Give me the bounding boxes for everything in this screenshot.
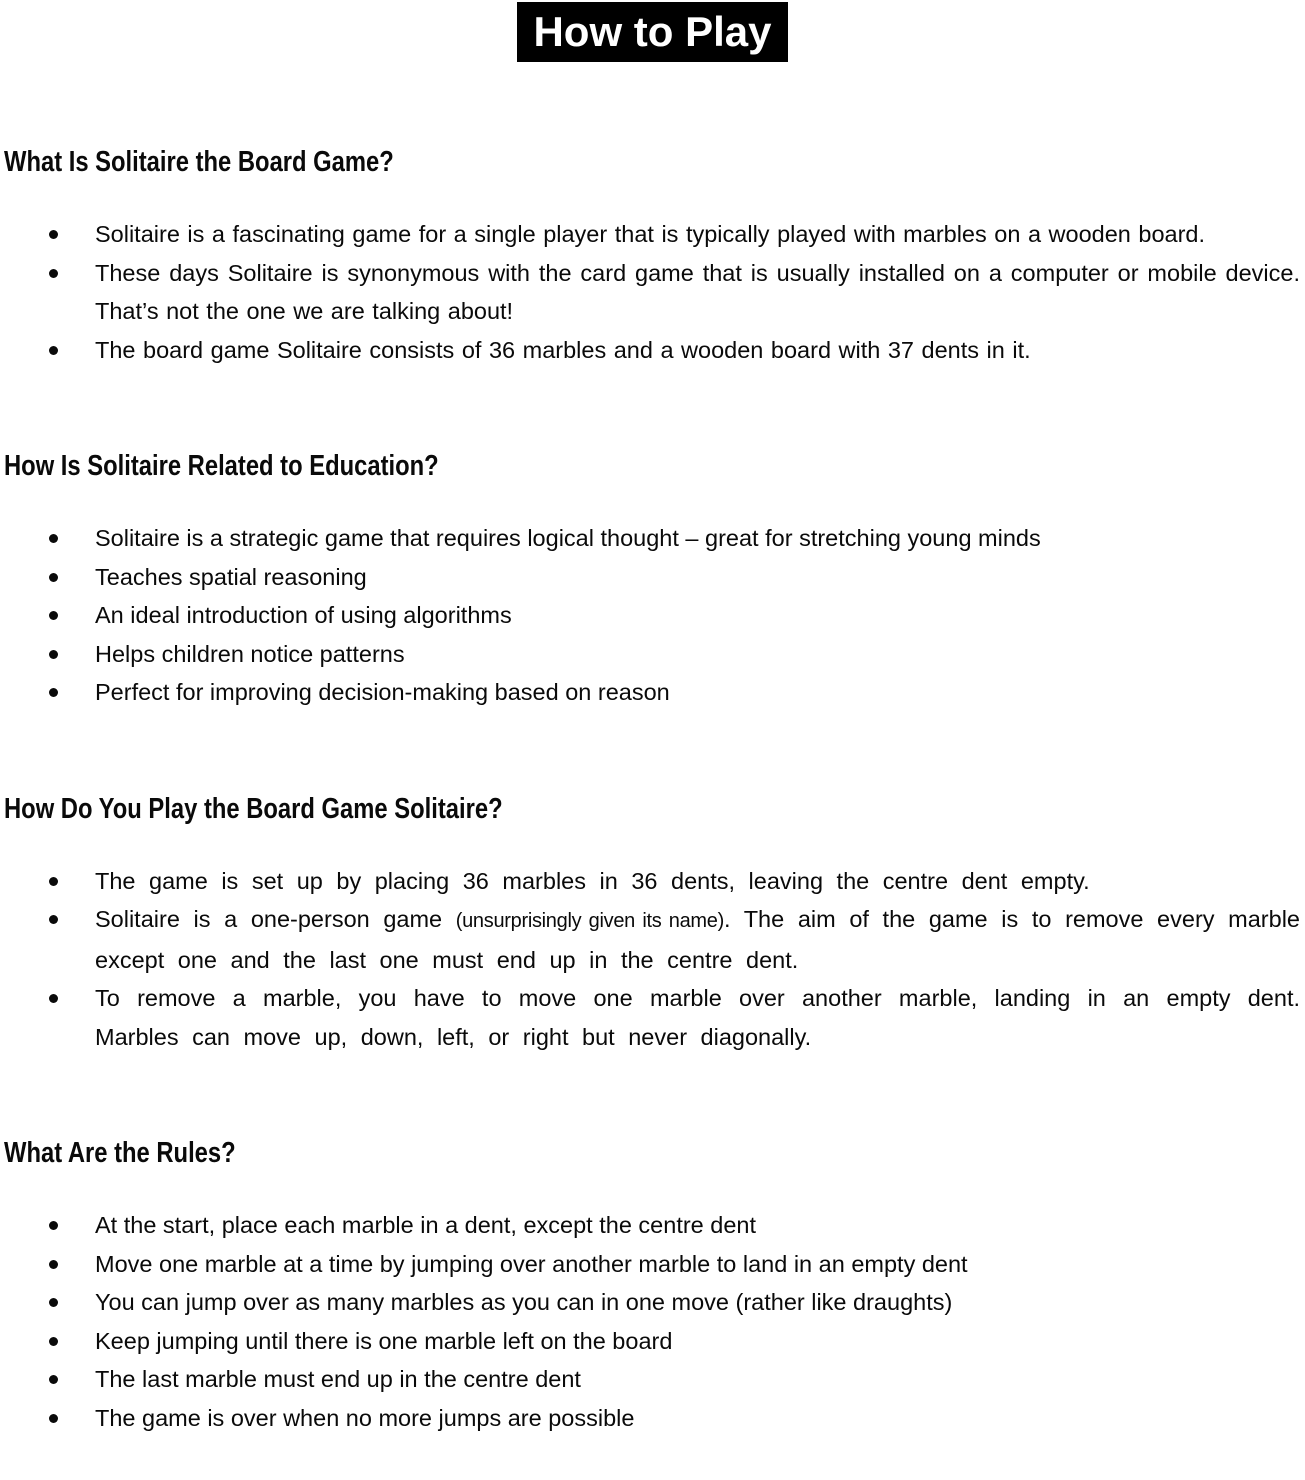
bullet-icon [49, 573, 58, 582]
bullet-icon [49, 230, 58, 239]
bullet-list-rules [0, 1206, 1305, 1437]
bullet-icon [49, 877, 58, 886]
list-item-text: . The aim of the game is to remove every marble except one and the last one must end up in the centre dent. [95, 906, 1300, 973]
list-item-text: The board game Solitaire consists of 36 marbles and a wooden board with 37 dents in it. [95, 336, 1031, 363]
section-heading-how-to-play: How Do You Play the Board Game Solitaire? [4, 792, 503, 825]
section-heading-education: How Is Solitaire Related to Education? [4, 450, 439, 482]
list-item-text: Keep jumping until there is one marble left on the board [95, 1327, 673, 1354]
list-item [0, 673, 1305, 712]
title-banner [0, 0, 1305, 62]
list-item-text: Solitaire is a fascinating game for a single player that is typically played with marbles on a wooden board. [95, 221, 1206, 247]
list-item-text: At the start, place each marble in a dent, except the centre dent [95, 1212, 757, 1238]
list-item-text: Teaches spatial reasoning [95, 563, 367, 590]
list-item [0, 558, 1305, 597]
list-item [0, 900, 1305, 979]
bullet-icon [49, 534, 58, 543]
list-item [0, 215, 1305, 254]
list-item [0, 1322, 1305, 1361]
list-item-text: The game is set up by placing 36 marbles in 36 dents, leaving the centre dent empty. [95, 867, 1090, 894]
bullet-list-how-to-play [0, 862, 1305, 1057]
bullet-icon [49, 1260, 58, 1269]
list-item-text: The game is over when no more jumps are possible [95, 1404, 635, 1431]
page-title: How to Play [517, 2, 787, 62]
list-item [0, 519, 1305, 558]
bullet-icon [49, 269, 58, 278]
bullet-icon [49, 994, 58, 1003]
list-item-text: Perfect for improving decision-making based on reason [95, 679, 670, 705]
list-item [0, 979, 1305, 1056]
bullet-icon [49, 1337, 58, 1346]
list-item-text: Move one marble at a time by jumping over another marble to land in an empty dent [95, 1250, 968, 1277]
list-item [0, 1399, 1305, 1438]
list-item-text: Solitaire is a strategic game that requires logical thought – great for stretching young minds [95, 525, 1041, 551]
bullet-list-education [0, 519, 1305, 712]
list-item [0, 596, 1305, 635]
bullet-icon [49, 1298, 58, 1307]
bullet-icon [49, 611, 58, 620]
list-item-text: You can jump over as many marbles as you can in one move (rather like draughts) [95, 1289, 953, 1315]
list-item-text: The last marble must end up in the centre dent [95, 1366, 581, 1392]
list-item [0, 1360, 1305, 1399]
bullet-icon [49, 346, 58, 355]
bullet-icon [49, 1414, 58, 1423]
section-heading-what-is-solitaire: What Is Solitaire the Board Game? [4, 146, 394, 178]
list-item-text: To remove a marble, you have to move one marble over another marble, landing in an empty dent. Marbles can move up, down, left, or right but never diagonally. [95, 985, 1300, 1050]
bullet-icon [49, 1221, 58, 1230]
list-item-text: These days Solitaire is synonymous with the card game that is usually installed on a computer or mobile device. That’s not the one we are talking about! [95, 259, 1300, 324]
bullet-list-what-is-solitaire [0, 215, 1305, 369]
list-item [0, 635, 1305, 674]
bullet-icon [49, 1375, 58, 1384]
list-item [0, 254, 1305, 331]
bullet-icon [49, 915, 58, 924]
list-item [0, 1283, 1305, 1322]
list-item-text: Solitaire is a one-person game [95, 906, 456, 932]
bullet-icon [49, 650, 58, 659]
list-item [0, 1245, 1305, 1284]
list-item-parenthetical-text: (unsurprisingly given its name) [455, 910, 724, 932]
list-item-text: An ideal introduction of using algorithms [95, 602, 512, 628]
list-item [0, 1206, 1305, 1245]
section-heading-rules: What Are the Rules? [4, 1137, 236, 1169]
list-item-text: Helps children notice patterns [95, 640, 405, 667]
list-item [0, 862, 1305, 901]
bullet-icon [49, 688, 58, 697]
list-item [0, 331, 1305, 370]
